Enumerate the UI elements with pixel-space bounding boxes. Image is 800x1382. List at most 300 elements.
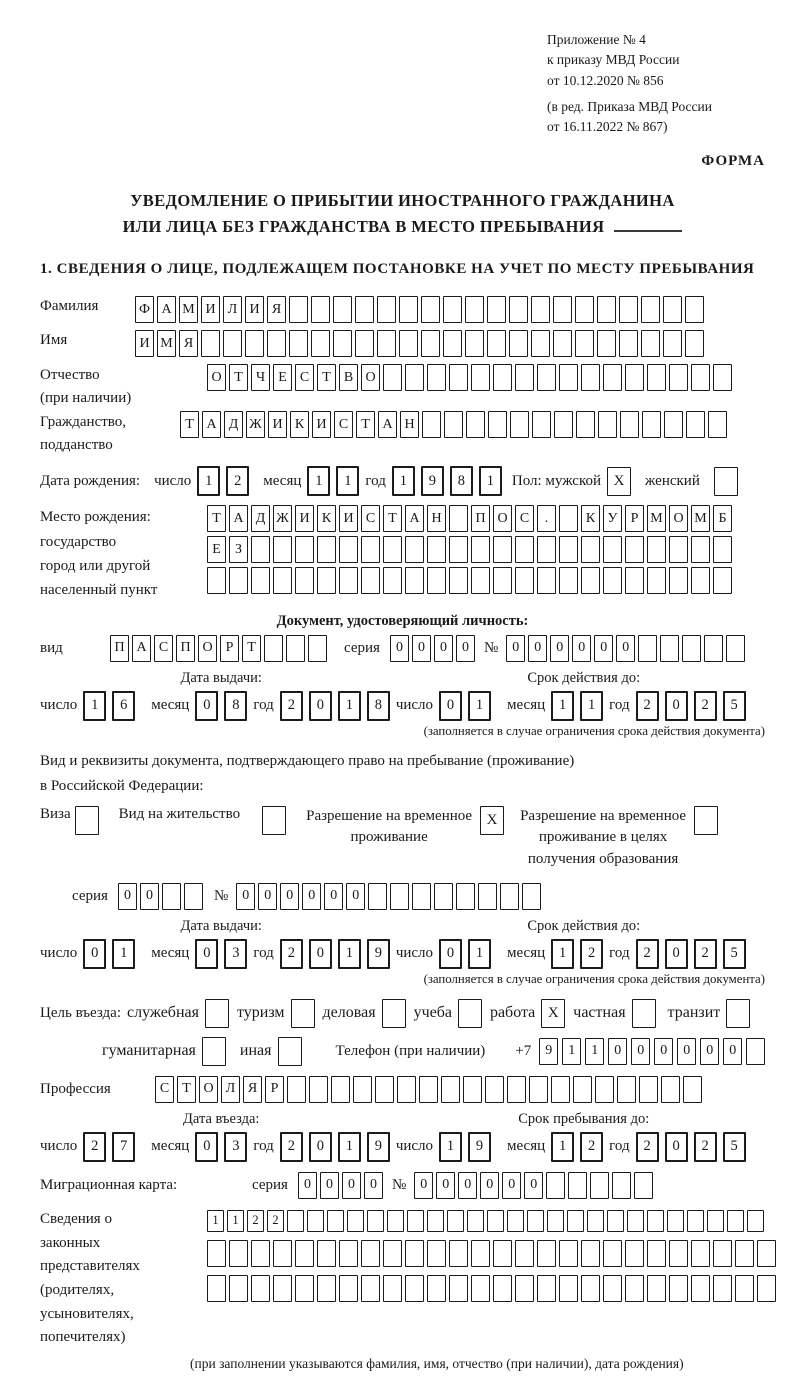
char-cell[interactable] <box>471 536 490 563</box>
char-cell[interactable] <box>449 364 468 391</box>
char-cell[interactable] <box>576 411 595 438</box>
char-cell[interactable] <box>595 1076 614 1103</box>
char-cell[interactable] <box>449 536 468 563</box>
char-cell[interactable] <box>619 296 638 323</box>
char-cell[interactable] <box>559 505 578 532</box>
char-cell[interactable] <box>727 1210 744 1232</box>
char-cell[interactable]: 0 <box>195 939 218 969</box>
char-cell[interactable]: И <box>268 411 287 438</box>
char-cell[interactable] <box>251 536 270 563</box>
char-cell[interactable]: М <box>691 505 710 532</box>
char-cell[interactable] <box>251 1275 270 1302</box>
char-cell[interactable]: 0 <box>723 1038 742 1065</box>
char-cell[interactable] <box>531 330 550 357</box>
char-cell[interactable]: 0 <box>665 939 688 969</box>
char-cell[interactable] <box>559 536 578 563</box>
char-cell[interactable]: 0 <box>608 1038 627 1065</box>
char-cell[interactable]: М <box>157 330 176 357</box>
char-cell[interactable] <box>603 1240 622 1267</box>
char-cell[interactable] <box>537 1275 556 1302</box>
char-cell[interactable] <box>661 1076 680 1103</box>
char-cell[interactable] <box>531 296 550 323</box>
char-cell[interactable]: 2 <box>280 939 303 969</box>
char-cell[interactable]: Н <box>427 505 446 532</box>
char-cell[interactable]: 2 <box>694 1132 717 1162</box>
sex-female-checkbox[interactable] <box>714 467 738 496</box>
char-cell[interactable] <box>184 883 203 910</box>
char-cell[interactable]: С <box>361 505 380 532</box>
char-cell[interactable] <box>317 536 336 563</box>
char-cell[interactable] <box>405 536 424 563</box>
char-cell[interactable] <box>488 411 507 438</box>
char-cell[interactable] <box>333 330 352 357</box>
char-cell[interactable] <box>509 330 528 357</box>
char-cell[interactable]: 1 <box>468 939 491 969</box>
char-cell[interactable] <box>333 296 352 323</box>
char-cell[interactable]: Т <box>207 505 226 532</box>
char-cell[interactable] <box>449 1275 468 1302</box>
char-cell[interactable] <box>273 567 292 594</box>
char-cell[interactable] <box>309 1076 328 1103</box>
char-cell[interactable]: Я <box>179 330 198 357</box>
char-cell[interactable] <box>377 296 396 323</box>
char-cell[interactable]: 1 <box>83 691 106 721</box>
char-cell[interactable]: 9 <box>421 466 444 496</box>
char-cell[interactable]: 0 <box>320 1172 339 1199</box>
char-cell[interactable]: 1 <box>338 1132 361 1162</box>
char-cell[interactable]: И <box>339 505 358 532</box>
char-cell[interactable] <box>405 1240 424 1267</box>
char-cell[interactable] <box>361 1275 380 1302</box>
char-cell[interactable]: И <box>245 296 264 323</box>
char-cell[interactable]: 1 <box>439 1132 462 1162</box>
char-cell[interactable] <box>547 1210 564 1232</box>
char-cell[interactable]: 0 <box>309 691 332 721</box>
char-cell[interactable]: Т <box>180 411 199 438</box>
char-cell[interactable]: 0 <box>654 1038 673 1065</box>
char-cell[interactable] <box>687 1210 704 1232</box>
char-cell[interactable] <box>639 1076 658 1103</box>
char-cell[interactable]: З <box>229 536 248 563</box>
char-cell[interactable]: 1 <box>338 691 361 721</box>
char-cell[interactable]: 0 <box>280 883 299 910</box>
char-cell[interactable] <box>537 364 556 391</box>
purpose-sluzhebnaya-checkbox[interactable] <box>205 999 229 1028</box>
purpose-gumanitarnaya-checkbox[interactable] <box>202 1037 226 1066</box>
char-cell[interactable]: 0 <box>524 1172 543 1199</box>
char-cell[interactable] <box>515 567 534 594</box>
char-cell[interactable]: 8 <box>450 466 473 496</box>
char-cell[interactable]: Т <box>177 1076 196 1103</box>
char-cell[interactable]: 0 <box>324 883 343 910</box>
char-cell[interactable]: 2 <box>280 691 303 721</box>
char-cell[interactable] <box>713 536 732 563</box>
char-cell[interactable] <box>663 296 682 323</box>
purpose-tranzit-checkbox[interactable] <box>726 999 750 1028</box>
char-cell[interactable] <box>287 1210 304 1232</box>
char-cell[interactable]: 0 <box>434 635 453 662</box>
char-cell[interactable]: И <box>295 505 314 532</box>
char-cell[interactable]: 0 <box>195 691 218 721</box>
char-cell[interactable] <box>641 330 660 357</box>
char-cell[interactable] <box>361 1240 380 1267</box>
char-cell[interactable]: 1 <box>392 466 415 496</box>
char-cell[interactable] <box>532 411 551 438</box>
char-cell[interactable] <box>399 330 418 357</box>
char-cell[interactable] <box>487 296 506 323</box>
char-cell[interactable]: Я <box>267 296 286 323</box>
char-cell[interactable] <box>405 567 424 594</box>
char-cell[interactable] <box>471 364 490 391</box>
char-cell[interactable]: Б <box>713 505 732 532</box>
char-cell[interactable] <box>471 1275 490 1302</box>
char-cell[interactable] <box>471 1240 490 1267</box>
char-cell[interactable] <box>620 411 639 438</box>
char-cell[interactable] <box>339 1240 358 1267</box>
char-cell[interactable] <box>691 536 710 563</box>
char-cell[interactable]: Е <box>207 536 226 563</box>
char-cell[interactable] <box>634 1172 653 1199</box>
char-cell[interactable]: 2 <box>580 939 603 969</box>
purpose-ucheba-checkbox[interactable] <box>458 999 482 1028</box>
char-cell[interactable] <box>493 1275 512 1302</box>
char-cell[interactable]: 2 <box>226 466 249 496</box>
char-cell[interactable] <box>405 364 424 391</box>
char-cell[interactable] <box>567 1210 584 1232</box>
char-cell[interactable] <box>229 567 248 594</box>
char-cell[interactable] <box>317 567 336 594</box>
char-cell[interactable] <box>685 330 704 357</box>
char-cell[interactable] <box>441 1076 460 1103</box>
char-cell[interactable] <box>347 1210 364 1232</box>
char-cell[interactable]: Л <box>221 1076 240 1103</box>
char-cell[interactable] <box>603 567 622 594</box>
char-cell[interactable] <box>647 1210 664 1232</box>
char-cell[interactable] <box>308 635 327 662</box>
char-cell[interactable] <box>339 567 358 594</box>
char-cell[interactable] <box>551 1076 570 1103</box>
char-cell[interactable] <box>603 364 622 391</box>
char-cell[interactable]: Р <box>265 1076 284 1103</box>
char-cell[interactable]: 8 <box>224 691 247 721</box>
char-cell[interactable] <box>509 296 528 323</box>
char-cell[interactable] <box>447 1210 464 1232</box>
char-cell[interactable] <box>201 330 220 357</box>
char-cell[interactable] <box>507 1076 526 1103</box>
char-cell[interactable] <box>515 536 534 563</box>
char-cell[interactable]: 1 <box>551 939 574 969</box>
char-cell[interactable]: 0 <box>594 635 613 662</box>
char-cell[interactable] <box>529 1076 548 1103</box>
char-cell[interactable] <box>267 330 286 357</box>
char-cell[interactable] <box>581 536 600 563</box>
char-cell[interactable] <box>667 1210 684 1232</box>
char-cell[interactable]: 1 <box>112 939 135 969</box>
char-cell[interactable] <box>510 411 529 438</box>
char-cell[interactable] <box>331 1076 350 1103</box>
char-cell[interactable] <box>546 1172 565 1199</box>
char-cell[interactable] <box>207 1275 226 1302</box>
char-cell[interactable]: 6 <box>112 691 135 721</box>
char-cell[interactable]: 2 <box>694 939 717 969</box>
char-cell[interactable] <box>625 567 644 594</box>
char-cell[interactable]: Ф <box>135 296 154 323</box>
edu-permit-checkbox[interactable] <box>694 806 718 835</box>
char-cell[interactable]: Т <box>229 364 248 391</box>
char-cell[interactable] <box>427 536 446 563</box>
char-cell[interactable] <box>412 883 431 910</box>
char-cell[interactable]: 0 <box>414 1172 433 1199</box>
char-cell[interactable] <box>581 1275 600 1302</box>
char-cell[interactable]: 9 <box>367 939 390 969</box>
char-cell[interactable] <box>419 1076 438 1103</box>
char-cell[interactable] <box>581 364 600 391</box>
char-cell[interactable]: А <box>202 411 221 438</box>
char-cell[interactable] <box>375 1076 394 1103</box>
char-cell[interactable]: 5 <box>723 691 746 721</box>
char-cell[interactable] <box>587 1210 604 1232</box>
char-cell[interactable] <box>289 330 308 357</box>
char-cell[interactable] <box>747 1210 764 1232</box>
char-cell[interactable] <box>537 536 556 563</box>
char-cell[interactable] <box>598 411 617 438</box>
char-cell[interactable]: Т <box>317 364 336 391</box>
temp-permit-checkbox[interactable]: X <box>480 806 504 835</box>
char-cell[interactable] <box>471 567 490 594</box>
char-cell[interactable] <box>685 296 704 323</box>
char-cell[interactable] <box>245 330 264 357</box>
char-cell[interactable] <box>581 1240 600 1267</box>
char-cell[interactable] <box>273 1275 292 1302</box>
char-cell[interactable]: О <box>361 364 380 391</box>
char-cell[interactable]: 8 <box>367 691 390 721</box>
char-cell[interactable] <box>612 1172 631 1199</box>
char-cell[interactable]: 5 <box>723 1132 746 1162</box>
char-cell[interactable] <box>683 1076 702 1103</box>
char-cell[interactable]: 1 <box>227 1210 244 1232</box>
char-cell[interactable]: 0 <box>346 883 365 910</box>
char-cell[interactable] <box>707 1210 724 1232</box>
purpose-turizm-checkbox[interactable] <box>291 999 315 1028</box>
char-cell[interactable]: 0 <box>480 1172 499 1199</box>
char-cell[interactable] <box>708 411 727 438</box>
char-cell[interactable]: 9 <box>539 1038 558 1065</box>
char-cell[interactable]: С <box>154 635 173 662</box>
char-cell[interactable] <box>669 1240 688 1267</box>
char-cell[interactable] <box>273 1240 292 1267</box>
char-cell[interactable]: 0 <box>439 691 462 721</box>
char-cell[interactable]: Н <box>400 411 419 438</box>
char-cell[interactable]: 0 <box>309 939 332 969</box>
char-cell[interactable] <box>327 1210 344 1232</box>
char-cell[interactable]: О <box>207 364 226 391</box>
char-cell[interactable]: 0 <box>631 1038 650 1065</box>
char-cell[interactable] <box>229 1240 248 1267</box>
char-cell[interactable] <box>317 1240 336 1267</box>
char-cell[interactable] <box>399 296 418 323</box>
char-cell[interactable]: К <box>581 505 600 532</box>
char-cell[interactable]: 0 <box>302 883 321 910</box>
char-cell[interactable] <box>355 330 374 357</box>
char-cell[interactable] <box>647 567 666 594</box>
char-cell[interactable]: 2 <box>694 691 717 721</box>
char-cell[interactable] <box>619 330 638 357</box>
char-cell[interactable] <box>383 536 402 563</box>
char-cell[interactable] <box>522 883 541 910</box>
char-cell[interactable]: Л <box>223 296 242 323</box>
char-cell[interactable] <box>597 330 616 357</box>
char-cell[interactable] <box>273 536 292 563</box>
char-cell[interactable]: 0 <box>390 635 409 662</box>
char-cell[interactable]: Я <box>243 1076 262 1103</box>
char-cell[interactable] <box>713 1240 732 1267</box>
char-cell[interactable] <box>627 1210 644 1232</box>
char-cell[interactable] <box>625 364 644 391</box>
char-cell[interactable] <box>713 567 732 594</box>
char-cell[interactable] <box>361 567 380 594</box>
char-cell[interactable] <box>669 364 688 391</box>
char-cell[interactable]: 2 <box>636 1132 659 1162</box>
char-cell[interactable]: Д <box>251 505 270 532</box>
char-cell[interactable]: 1 <box>197 466 220 496</box>
purpose-chastnaya-checkbox[interactable] <box>632 999 656 1028</box>
purpose-delovaya-checkbox[interactable] <box>382 999 406 1028</box>
char-cell[interactable] <box>527 1210 544 1232</box>
char-cell[interactable]: В <box>339 364 358 391</box>
char-cell[interactable] <box>443 330 462 357</box>
char-cell[interactable]: С <box>155 1076 174 1103</box>
purpose-rabota-checkbox[interactable]: X <box>541 999 565 1028</box>
char-cell[interactable] <box>289 296 308 323</box>
char-cell[interactable] <box>647 536 666 563</box>
char-cell[interactable]: О <box>199 1076 218 1103</box>
char-cell[interactable]: 0 <box>456 635 475 662</box>
char-cell[interactable]: 0 <box>572 635 591 662</box>
char-cell[interactable]: 0 <box>616 635 635 662</box>
char-cell[interactable]: И <box>135 330 154 357</box>
char-cell[interactable]: М <box>179 296 198 323</box>
char-cell[interactable] <box>427 567 446 594</box>
char-cell[interactable] <box>427 1275 446 1302</box>
char-cell[interactable] <box>647 1240 666 1267</box>
char-cell[interactable]: Ж <box>273 505 292 532</box>
char-cell[interactable] <box>647 1275 666 1302</box>
residence-permit-checkbox[interactable] <box>262 806 286 835</box>
char-cell[interactable]: Т <box>383 505 402 532</box>
char-cell[interactable] <box>449 505 468 532</box>
char-cell[interactable] <box>353 1076 372 1103</box>
char-cell[interactable]: 0 <box>458 1172 477 1199</box>
char-cell[interactable]: 1 <box>479 466 502 496</box>
char-cell[interactable] <box>422 411 441 438</box>
char-cell[interactable]: 0 <box>700 1038 719 1065</box>
char-cell[interactable]: 1 <box>468 691 491 721</box>
char-cell[interactable]: 0 <box>506 635 525 662</box>
char-cell[interactable]: А <box>229 505 248 532</box>
char-cell[interactable] <box>287 1076 306 1103</box>
char-cell[interactable] <box>443 296 462 323</box>
char-cell[interactable] <box>295 567 314 594</box>
char-cell[interactable] <box>427 364 446 391</box>
char-cell[interactable]: 2 <box>83 1132 106 1162</box>
char-cell[interactable]: Ч <box>251 364 270 391</box>
char-cell[interactable]: 0 <box>528 635 547 662</box>
char-cell[interactable]: 0 <box>439 939 462 969</box>
char-cell[interactable]: 2 <box>267 1210 284 1232</box>
char-cell[interactable] <box>295 536 314 563</box>
char-cell[interactable]: О <box>669 505 688 532</box>
char-cell[interactable] <box>559 567 578 594</box>
char-cell[interactable] <box>686 411 705 438</box>
char-cell[interactable]: 2 <box>580 1132 603 1162</box>
char-cell[interactable]: 2 <box>636 939 659 969</box>
char-cell[interactable] <box>427 1210 444 1232</box>
char-cell[interactable] <box>575 330 594 357</box>
char-cell[interactable] <box>641 296 660 323</box>
char-cell[interactable]: А <box>405 505 424 532</box>
char-cell[interactable] <box>625 536 644 563</box>
char-cell[interactable] <box>449 567 468 594</box>
char-cell[interactable] <box>387 1210 404 1232</box>
char-cell[interactable] <box>660 635 679 662</box>
char-cell[interactable] <box>691 364 710 391</box>
char-cell[interactable] <box>507 1210 524 1232</box>
char-cell[interactable] <box>493 536 512 563</box>
char-cell[interactable]: Т <box>242 635 261 662</box>
char-cell[interactable]: 0 <box>502 1172 521 1199</box>
char-cell[interactable] <box>691 1275 710 1302</box>
char-cell[interactable]: А <box>157 296 176 323</box>
char-cell[interactable]: 1 <box>562 1038 581 1065</box>
char-cell[interactable]: . <box>537 505 556 532</box>
char-cell[interactable] <box>663 330 682 357</box>
char-cell[interactable] <box>434 883 453 910</box>
char-cell[interactable] <box>691 567 710 594</box>
char-cell[interactable]: 0 <box>195 1132 218 1162</box>
char-cell[interactable] <box>465 330 484 357</box>
char-cell[interactable]: 0 <box>412 635 431 662</box>
char-cell[interactable]: П <box>471 505 490 532</box>
char-cell[interactable] <box>726 635 745 662</box>
char-cell[interactable] <box>207 567 226 594</box>
char-cell[interactable] <box>467 1210 484 1232</box>
char-cell[interactable]: 0 <box>665 691 688 721</box>
char-cell[interactable] <box>383 1275 402 1302</box>
char-cell[interactable] <box>251 567 270 594</box>
char-cell[interactable]: 1 <box>551 1132 574 1162</box>
char-cell[interactable]: Е <box>273 364 292 391</box>
char-cell[interactable] <box>617 1076 636 1103</box>
char-cell[interactable] <box>405 1275 424 1302</box>
char-cell[interactable] <box>465 296 484 323</box>
char-cell[interactable]: С <box>295 364 314 391</box>
char-cell[interactable] <box>553 296 572 323</box>
char-cell[interactable] <box>559 364 578 391</box>
char-cell[interactable] <box>493 567 512 594</box>
char-cell[interactable] <box>625 1275 644 1302</box>
char-cell[interactable]: 0 <box>298 1172 317 1199</box>
char-cell[interactable]: У <box>603 505 622 532</box>
char-cell[interactable] <box>339 536 358 563</box>
char-cell[interactable]: 9 <box>468 1132 491 1162</box>
char-cell[interactable] <box>487 330 506 357</box>
char-cell[interactable] <box>383 567 402 594</box>
char-cell[interactable]: 1 <box>307 466 330 496</box>
char-cell[interactable] <box>466 411 485 438</box>
char-cell[interactable] <box>559 1275 578 1302</box>
char-cell[interactable] <box>427 1240 446 1267</box>
char-cell[interactable] <box>669 567 688 594</box>
